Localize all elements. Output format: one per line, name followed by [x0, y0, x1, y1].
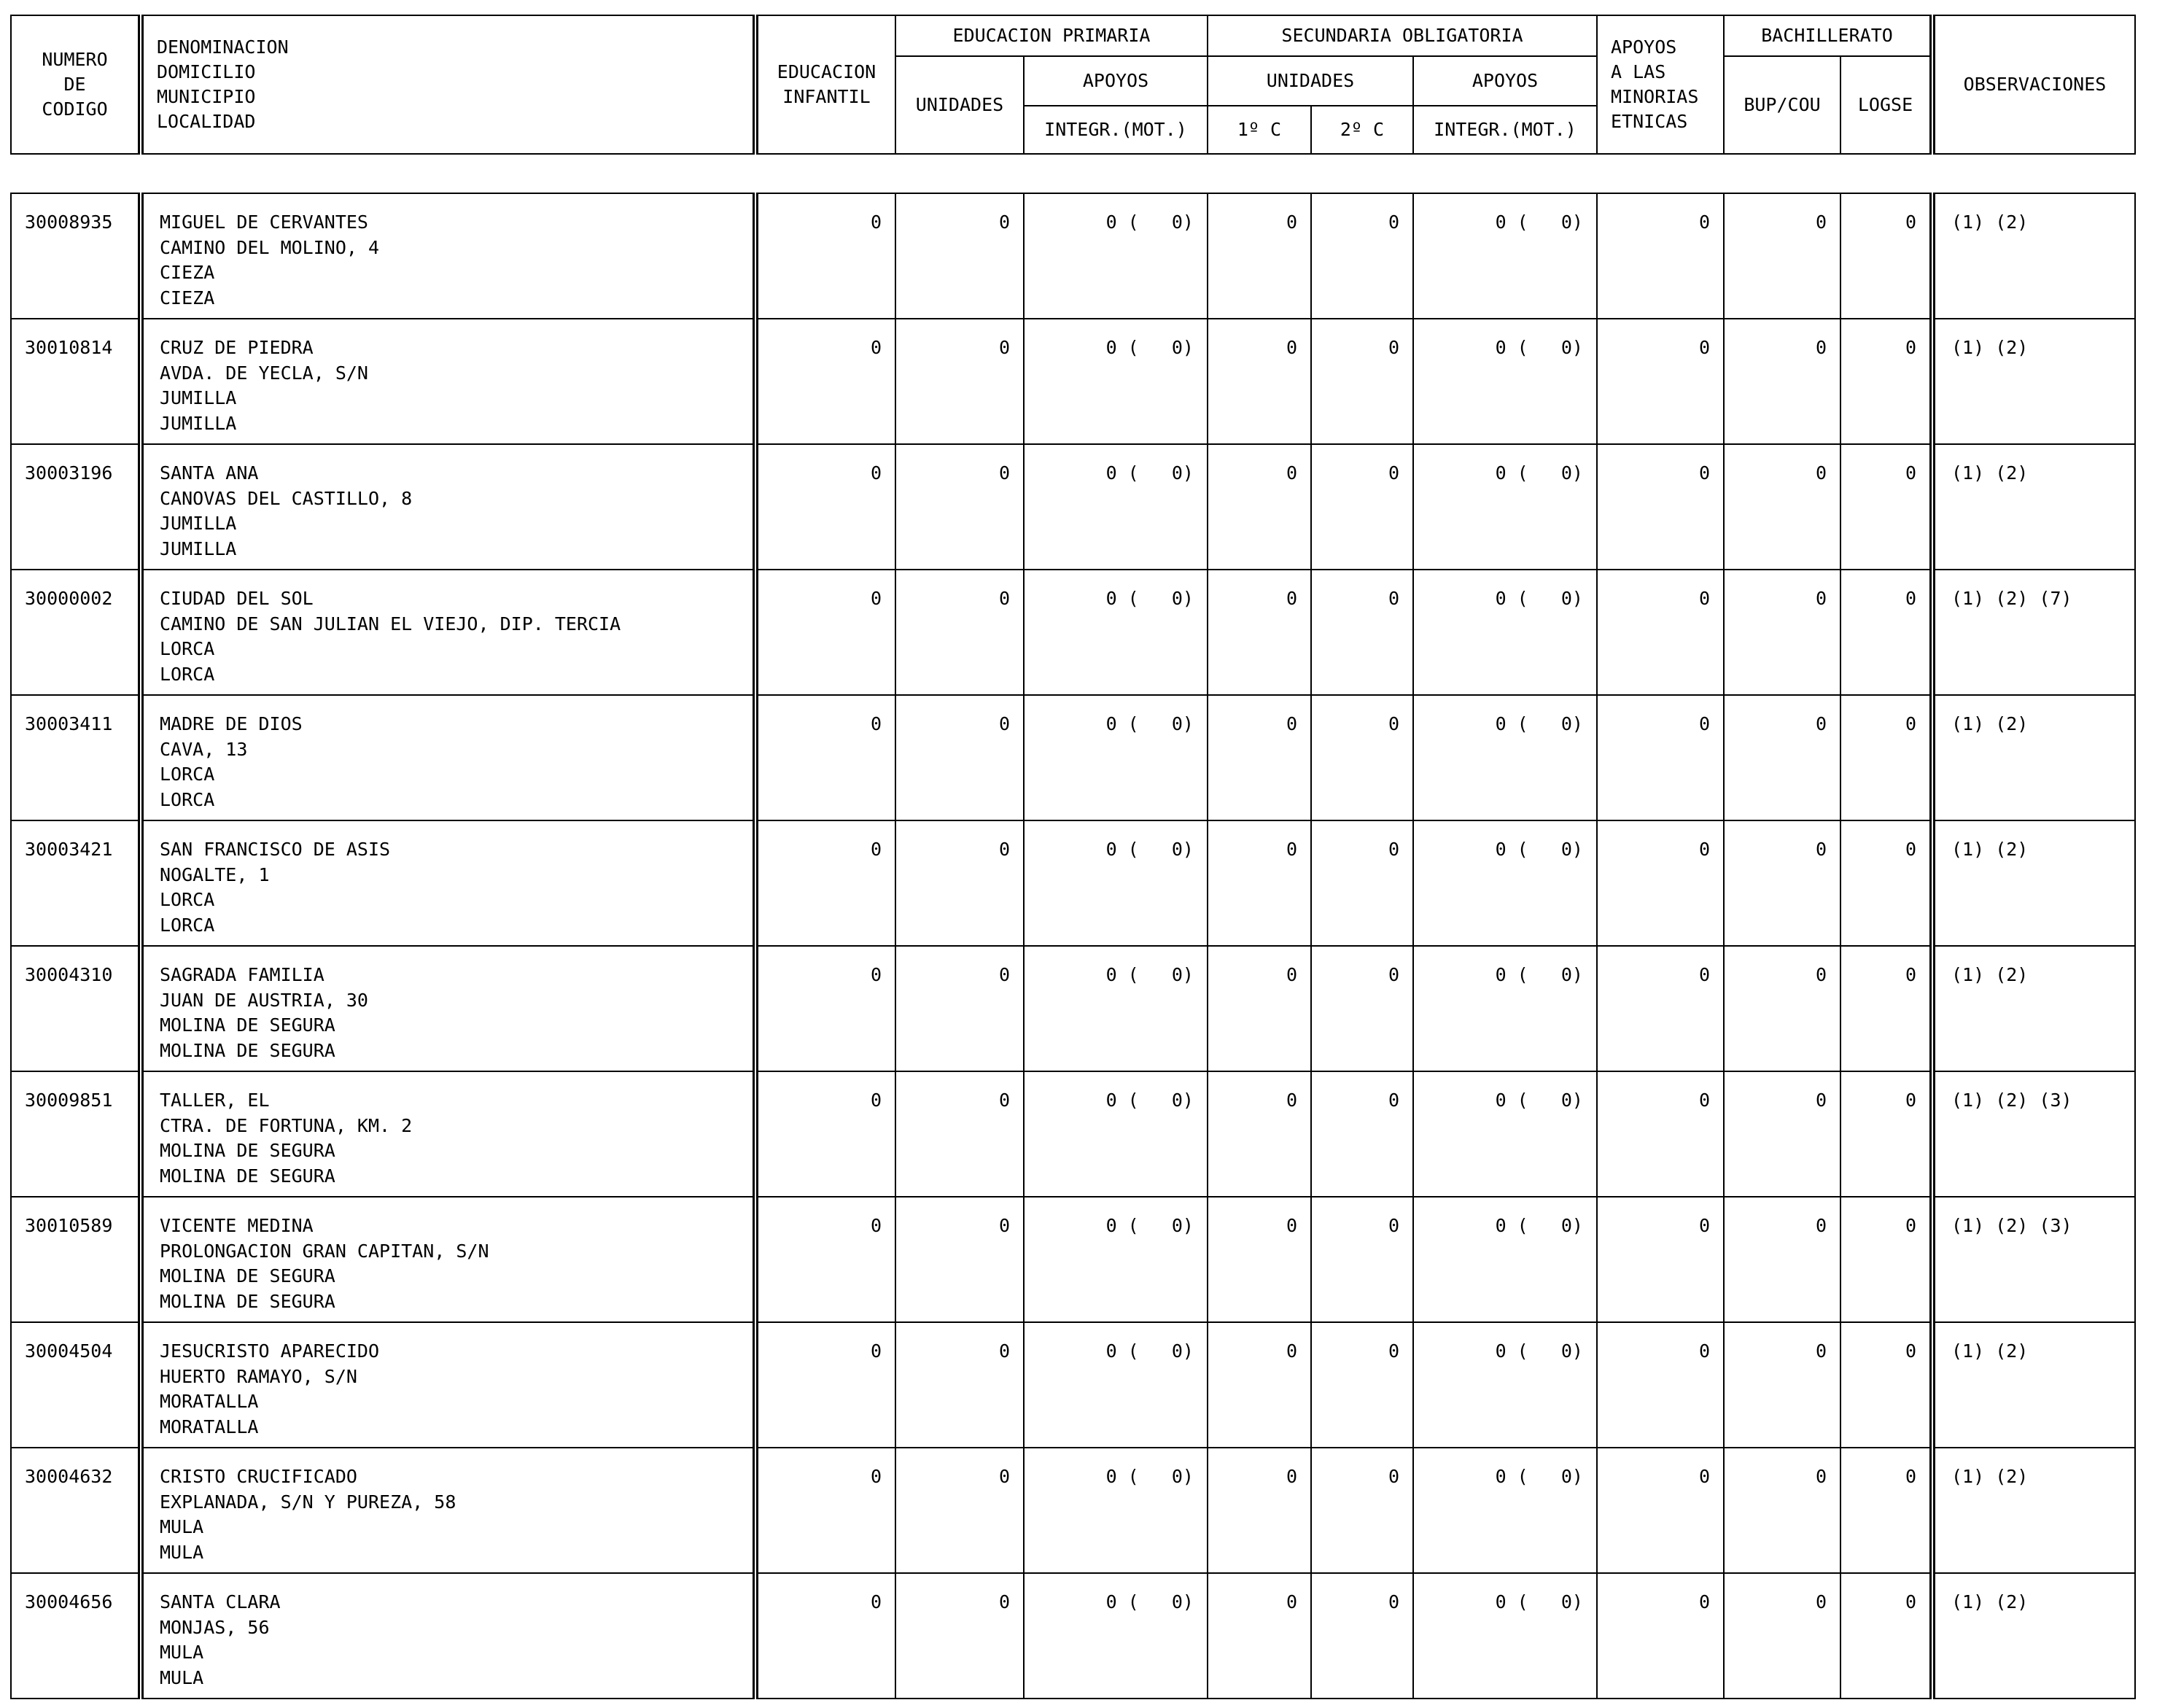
table-row: [11, 444, 2135, 570]
cell-logse: 0: [1840, 695, 1932, 820]
cell-bup-cou: 0: [1724, 444, 1840, 570]
cell-sec-apoyos: 0 ( 0): [1413, 820, 1597, 946]
cell-codigo: 30009851: [11, 1071, 141, 1197]
cell-minorias: 0: [1597, 1322, 1724, 1448]
cell-prim-unidades: 0: [895, 946, 1024, 1071]
cell-observaciones: (1) (2): [1932, 820, 2135, 946]
cell-infantil: 0: [755, 1071, 895, 1197]
cell-logse: 0: [1840, 444, 1932, 570]
cell-prim-apoyos: 0 ( 0): [1024, 444, 1208, 570]
cell-bup-cou: 0: [1724, 820, 1840, 946]
cell-localidad: MULA: [160, 1541, 204, 1563]
header-prim-apoyos: APOYOS: [1024, 56, 1208, 106]
table-row: [11, 1573, 2135, 1699]
cell-codigo: 30003196: [11, 444, 141, 570]
cell-nombre: CRISTO CRUCIFICADO: [160, 1466, 357, 1487]
cell-nombre: VICENTE MEDINA: [160, 1215, 314, 1236]
table-row: [11, 1071, 2135, 1197]
cell-localidad: MOLINA DE SEGURA: [160, 1165, 335, 1187]
cell-denominacion: [141, 1448, 755, 1573]
cell-infantil: 0: [755, 820, 895, 946]
header-prim-unidades: UNIDADES: [895, 56, 1024, 154]
cell-municipio: MULA: [160, 1642, 204, 1663]
cell-observaciones: (1) (2): [1932, 1322, 2135, 1448]
cell-infantil: 0: [755, 1448, 895, 1573]
cell-codigo: 30003411: [11, 695, 141, 820]
cell-logse: 0: [1840, 1322, 1932, 1448]
cell-infantil: 0: [755, 695, 895, 820]
cell-observaciones: (1) (2): [1932, 695, 2135, 820]
cell-observaciones: (1) (2): [1932, 444, 2135, 570]
header-educacion-infantil: EDUCACION INFANTIL: [755, 15, 895, 154]
cell-observaciones: (1) (2) (3): [1932, 1197, 2135, 1322]
cell-nombre: SANTA ANA: [160, 462, 259, 484]
header-logse: LOGSE: [1840, 56, 1932, 154]
cell-logse: 0: [1840, 1573, 1932, 1699]
cell-sec-2c: 0: [1311, 1071, 1413, 1197]
cell-infantil: 0: [755, 1322, 895, 1448]
cell-minorias: 0: [1597, 319, 1724, 444]
schools-table: [10, 193, 2136, 1699]
cell-nombre: MIGUEL DE CERVANTES: [160, 211, 368, 233]
table-row: [11, 820, 2135, 946]
cell-sec-apoyos: 0 ( 0): [1413, 319, 1597, 444]
cell-sec-1c: 0: [1208, 193, 1311, 319]
cell-sec-apoyos: 0 ( 0): [1413, 570, 1597, 695]
cell-bup-cou: 0: [1724, 1448, 1840, 1573]
cell-sec-apoyos: 0 ( 0): [1413, 1448, 1597, 1573]
cell-observaciones: (1) (2) (7): [1932, 570, 2135, 695]
cell-infantil: 0: [755, 1573, 895, 1699]
cell-observaciones: (1) (2): [1932, 1573, 2135, 1699]
cell-nombre: JESUCRISTO APARECIDO: [160, 1340, 380, 1362]
cell-bup-cou: 0: [1724, 1071, 1840, 1197]
cell-denominacion: [141, 1197, 755, 1322]
cell-prim-apoyos: 0 ( 0): [1024, 820, 1208, 946]
cell-minorias: 0: [1597, 1573, 1724, 1699]
cell-sec-1c: 0: [1208, 695, 1311, 820]
cell-sec-apoyos: 0 ( 0): [1413, 1573, 1597, 1699]
header-prim-integr: INTEGR.(MOT.): [1024, 106, 1208, 154]
table-row: [11, 695, 2135, 820]
cell-localidad: JUMILLA: [160, 412, 237, 434]
cell-denominacion: [141, 319, 755, 444]
cell-codigo: 30010589: [11, 1197, 141, 1322]
cell-bup-cou: 0: [1724, 695, 1840, 820]
cell-bup-cou: 0: [1724, 570, 1840, 695]
cell-sec-apoyos: 0 ( 0): [1413, 1322, 1597, 1448]
cell-localidad: MOLINA DE SEGURA: [160, 1290, 335, 1312]
cell-denominacion: [141, 444, 755, 570]
header-secundaria-obligatoria: SECUNDARIA OBLIGATORIA: [1208, 15, 1597, 56]
cell-codigo: 30004504: [11, 1322, 141, 1448]
cell-domicilio: CAVA, 13: [160, 738, 248, 760]
cell-sec-apoyos: 0 ( 0): [1413, 695, 1597, 820]
header-sec-2c: 2º C: [1311, 106, 1413, 154]
table-row: [11, 193, 2135, 319]
cell-localidad: MORATALLA: [160, 1416, 259, 1437]
cell-sec-apoyos: 0 ( 0): [1413, 1071, 1597, 1197]
cell-prim-unidades: 0: [895, 444, 1024, 570]
cell-prim-unidades: 0: [895, 820, 1024, 946]
cell-minorias: 0: [1597, 820, 1724, 946]
cell-logse: 0: [1840, 319, 1932, 444]
cell-prim-apoyos: 0 ( 0): [1024, 1573, 1208, 1699]
cell-nombre: TALLER, EL: [160, 1090, 270, 1111]
cell-prim-unidades: 0: [895, 570, 1024, 695]
cell-infantil: 0: [755, 1197, 895, 1322]
header-table: [10, 15, 2136, 155]
table-row: [11, 1197, 2135, 1322]
cell-prim-unidades: 0: [895, 319, 1024, 444]
cell-minorias: 0: [1597, 1448, 1724, 1573]
cell-sec-apoyos: 0 ( 0): [1413, 444, 1597, 570]
cell-codigo: 30004632: [11, 1448, 141, 1573]
cell-domicilio: HUERTO RAMAYO, S/N: [160, 1365, 357, 1387]
cell-municipio: MULA: [160, 1516, 204, 1537]
cell-prim-apoyos: 0 ( 0): [1024, 1448, 1208, 1573]
cell-municipio: MORATALLA: [160, 1391, 259, 1412]
cell-domicilio: CANOVAS DEL CASTILLO, 8: [160, 487, 413, 509]
cell-sec-1c: 0: [1208, 444, 1311, 570]
cell-observaciones: (1) (2): [1932, 319, 2135, 444]
cell-nombre: SAN FRANCISCO DE ASIS: [160, 839, 391, 860]
cell-sec-1c: 0: [1208, 1322, 1311, 1448]
cell-prim-apoyos: 0 ( 0): [1024, 695, 1208, 820]
cell-sec-2c: 0: [1311, 1448, 1413, 1573]
table-row: [11, 319, 2135, 444]
cell-municipio: JUMILLA: [160, 513, 237, 534]
cell-sec-1c: 0: [1208, 1448, 1311, 1573]
cell-minorias: 0: [1597, 695, 1724, 820]
cell-observaciones: (1) (2): [1932, 193, 2135, 319]
cell-logse: 0: [1840, 820, 1932, 946]
cell-sec-2c: 0: [1311, 1322, 1413, 1448]
cell-denominacion: [141, 820, 755, 946]
cell-municipio: MOLINA DE SEGURA: [160, 1265, 335, 1286]
cell-minorias: 0: [1597, 570, 1724, 695]
table-row: [11, 946, 2135, 1071]
cell-logse: 0: [1840, 946, 1932, 1071]
cell-sec-2c: 0: [1311, 1197, 1413, 1322]
cell-sec-2c: 0: [1311, 820, 1413, 946]
cell-denominacion: [141, 193, 755, 319]
cell-minorias: 0: [1597, 444, 1724, 570]
cell-codigo: 30004656: [11, 1573, 141, 1699]
cell-prim-unidades: 0: [895, 695, 1024, 820]
cell-denominacion: [141, 695, 755, 820]
cell-nombre: MADRE DE DIOS: [160, 713, 303, 734]
cell-sec-apoyos: 0 ( 0): [1413, 1197, 1597, 1322]
cell-denominacion: [141, 1071, 755, 1197]
cell-sec-apoyos: 0 ( 0): [1413, 193, 1597, 319]
cell-codigo: 30003421: [11, 820, 141, 946]
cell-logse: 0: [1840, 1448, 1932, 1573]
cell-localidad: CIEZA: [160, 287, 215, 308]
cell-sec-2c: 0: [1311, 695, 1413, 820]
cell-infantil: 0: [755, 946, 895, 1071]
header-numero-codigo: NUMERO DE CODIGO: [11, 15, 141, 154]
table-row: [11, 1322, 2135, 1448]
cell-bup-cou: 0: [1724, 193, 1840, 319]
cell-domicilio: MONJAS, 56: [160, 1616, 270, 1638]
cell-prim-apoyos: 0 ( 0): [1024, 193, 1208, 319]
cell-municipio: MOLINA DE SEGURA: [160, 1140, 335, 1161]
header-bup-cou: BUP/COU: [1724, 56, 1840, 154]
cell-prim-apoyos: 0 ( 0): [1024, 570, 1208, 695]
cell-nombre: SAGRADA FAMILIA: [160, 964, 324, 985]
cell-sec-1c: 0: [1208, 1071, 1311, 1197]
cell-sec-2c: 0: [1311, 193, 1413, 319]
cell-codigo: 30000002: [11, 570, 141, 695]
header-sec-integr: INTEGR.(MOT.): [1413, 106, 1597, 154]
cell-observaciones: (1) (2): [1932, 946, 2135, 1071]
cell-localidad: LORCA: [160, 788, 215, 810]
cell-minorias: 0: [1597, 1197, 1724, 1322]
cell-sec-2c: 0: [1311, 570, 1413, 695]
cell-localidad: LORCA: [160, 663, 215, 685]
table-row: [11, 570, 2135, 695]
cell-domicilio: PROLONGACION GRAN CAPITAN, S/N: [160, 1240, 489, 1262]
header-denominacion: DENOMINACION DOMICILIO MUNICIPIO LOCALIDAD: [141, 15, 755, 154]
cell-municipio: LORCA: [160, 889, 215, 910]
cell-localidad: JUMILLA: [160, 537, 237, 559]
cell-denominacion: [141, 570, 755, 695]
header-educacion-primaria: EDUCACION PRIMARIA: [895, 15, 1208, 56]
cell-sec-1c: 0: [1208, 1197, 1311, 1322]
cell-municipio: MOLINA DE SEGURA: [160, 1014, 335, 1036]
cell-minorias: 0: [1597, 193, 1724, 319]
cell-nombre: CIUDAD DEL SOL: [160, 588, 314, 609]
cell-sec-1c: 0: [1208, 820, 1311, 946]
cell-prim-apoyos: 0 ( 0): [1024, 1071, 1208, 1197]
cell-municipio: JUMILLA: [160, 387, 237, 408]
cell-denominacion: [141, 1573, 755, 1699]
cell-municipio: LORCA: [160, 764, 215, 785]
cell-localidad: MULA: [160, 1666, 204, 1688]
cell-domicilio: CAMINO DE SAN JULIAN EL VIEJO, DIP. TERCIA: [160, 613, 621, 634]
cell-domicilio: CTRA. DE FORTUNA, KM. 2: [160, 1114, 413, 1136]
cell-prim-unidades: 0: [895, 1573, 1024, 1699]
cell-denominacion: [141, 1322, 755, 1448]
cell-domicilio: JUAN DE AUSTRIA, 30: [160, 989, 368, 1011]
cell-observaciones: (1) (2) (3): [1932, 1071, 2135, 1197]
cell-sec-1c: 0: [1208, 1573, 1311, 1699]
cell-minorias: 0: [1597, 946, 1724, 1071]
cell-infantil: 0: [755, 444, 895, 570]
cell-prim-apoyos: 0 ( 0): [1024, 1322, 1208, 1448]
cell-infantil: 0: [755, 570, 895, 695]
cell-prim-apoyos: 0 ( 0): [1024, 946, 1208, 1071]
cell-localidad: LORCA: [160, 914, 215, 936]
cell-prim-apoyos: 0 ( 0): [1024, 319, 1208, 444]
cell-sec-1c: 0: [1208, 946, 1311, 1071]
cell-sec-1c: 0: [1208, 570, 1311, 695]
cell-bup-cou: 0: [1724, 1197, 1840, 1322]
cell-bup-cou: 0: [1724, 1573, 1840, 1699]
cell-sec-2c: 0: [1311, 444, 1413, 570]
cell-bup-cou: 0: [1724, 319, 1840, 444]
cell-prim-unidades: 0: [895, 1071, 1024, 1197]
cell-sec-2c: 0: [1311, 319, 1413, 444]
cell-municipio: LORCA: [160, 638, 215, 659]
cell-bup-cou: 0: [1724, 1322, 1840, 1448]
cell-logse: 0: [1840, 1197, 1932, 1322]
cell-domicilio: CAMINO DEL MOLINO, 4: [160, 236, 380, 258]
cell-codigo: 30004310: [11, 946, 141, 1071]
cell-prim-unidades: 0: [895, 1197, 1024, 1322]
header-apoyos-minorias: APOYOS A LAS MINORIAS ETNICAS: [1597, 15, 1724, 154]
header-sec-apoyos: APOYOS: [1413, 56, 1597, 106]
cell-codigo: 30008935: [11, 193, 141, 319]
cell-infantil: 0: [755, 193, 895, 319]
cell-bup-cou: 0: [1724, 946, 1840, 1071]
header-bachillerato: BACHILLERATO: [1724, 15, 1932, 56]
cell-logse: 0: [1840, 193, 1932, 319]
header-observaciones: OBSERVACIONES: [1932, 15, 2135, 154]
cell-sec-2c: 0: [1311, 1573, 1413, 1699]
cell-domicilio: AVDA. DE YECLA, S/N: [160, 362, 368, 384]
cell-prim-unidades: 0: [895, 1448, 1024, 1573]
table-row: [11, 1448, 2135, 1573]
cell-sec-apoyos: 0 ( 0): [1413, 946, 1597, 1071]
cell-localidad: MOLINA DE SEGURA: [160, 1039, 335, 1061]
cell-minorias: 0: [1597, 1071, 1724, 1197]
header-sec-unidades: UNIDADES: [1208, 56, 1413, 106]
cell-domicilio: NOGALTE, 1: [160, 863, 270, 885]
header-sec-1c: 1º C: [1208, 106, 1311, 154]
cell-prim-apoyos: 0 ( 0): [1024, 1197, 1208, 1322]
cell-sec-2c: 0: [1311, 946, 1413, 1071]
cell-observaciones: (1) (2): [1932, 1448, 2135, 1573]
cell-prim-unidades: 0: [895, 1322, 1024, 1448]
cell-nombre: SANTA CLARA: [160, 1591, 281, 1612]
cell-denominacion: [141, 946, 755, 1071]
cell-codigo: 30010814: [11, 319, 141, 444]
cell-infantil: 0: [755, 319, 895, 444]
cell-municipio: CIEZA: [160, 262, 215, 283]
cell-domicilio: EXPLANADA, S/N Y PUREZA, 58: [160, 1491, 456, 1513]
cell-logse: 0: [1840, 1071, 1932, 1197]
cell-logse: 0: [1840, 570, 1932, 695]
cell-prim-unidades: 0: [895, 193, 1024, 319]
cell-nombre: CRUZ DE PIEDRA: [160, 337, 314, 358]
cell-sec-1c: 0: [1208, 319, 1311, 444]
